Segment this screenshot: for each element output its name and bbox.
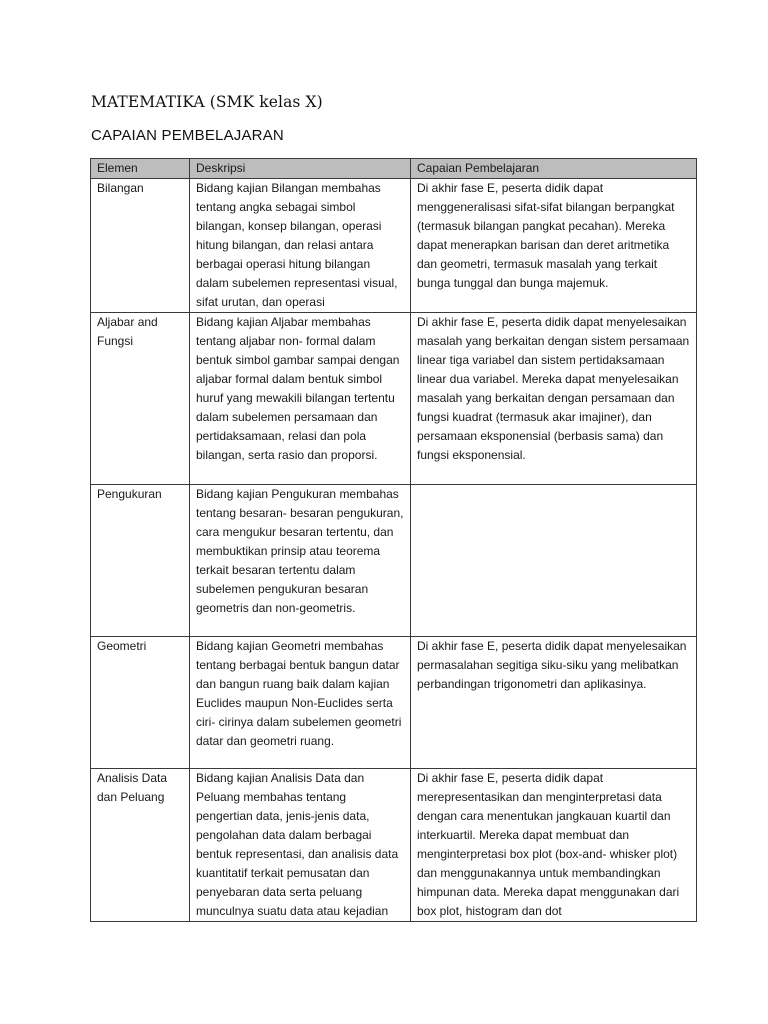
cell-deskripsi: Bidang kajian Pengukuran membahas tentang besaran- besaran pengukuran, cara mengukur besaran tertentu, dan membuktikan prinsip atau teorema terkait besaran tertentu dalam subelemen pengukuran besaran geometris dan non-geometris. <box>190 485 411 637</box>
cell-capaian: Di akhir fase E, peserta didik dapat menyelesaikan permasalahan segitiga siku-siku yang melibatkan perbandingan trigonometri dan aplikasinya. <box>411 637 697 769</box>
cell-deskripsi: Bidang kajian Bilangan membahas tentang angka sebagai simbol bilangan, konsep bilangan, operasi hitung bilangan, dan relasi antara berbagai operasi hitung bilangan dalam subelemen representasi visual, sifat urutan, dan operasi <box>190 179 411 313</box>
page-title: MATEMATIKA (SMK kelas X) <box>91 93 323 111</box>
cell-deskripsi: Bidang kajian Analisis Data dan Peluang membahas tentang pengertian data, jenis-jenis data, pengolahan data dalam berbagai bentuk representasi, dan analisis data kuantitatif terkait pemusatan dan penyebaran data serta peluang munculnya suatu data atau kejadian <box>190 769 411 922</box>
section-title: CAPAIAN PEMBELAJARAN <box>91 127 284 144</box>
table-row <box>91 313 697 485</box>
table-header-row <box>91 159 697 179</box>
header-deskripsi: Deskripsi <box>190 159 411 179</box>
cell-capaian: Di akhir fase E, peserta didik dapat menggeneralisasi sifat-sifat bilangan berpangkat (termasuk bilangan pangkat pecahan). Mereka dapat menerapkan barisan dan deret aritmetika dan geometri, termasuk masalah yang terkait bunga tunggal dan bunga majemuk. <box>411 179 697 313</box>
cell-capaian: Di akhir fase E, peserta didik dapat merepresentasikan dan menginterpretasi data dengan cara menentukan jangkauan kuartil dan interkuartil. Mereka dapat membuat dan menginterpretasi box plot (box-and- whisker plot) dan menggunakannya untuk membandingkan himpunan data. Mereka dapat menggunakan dari box plot, histogram dan dot <box>411 769 697 922</box>
cell-deskripsi: Bidang kajian Geometri membahas tentang berbagai bentuk bangun datar dan bangun ruang baik dalam kajian Euclides maupun Non-Euclides serta ciri- cirinya dalam subelemen geometri datar dan geometri ruang. <box>190 637 411 769</box>
cell-elemen: Pengukuran <box>91 485 190 637</box>
cell-capaian <box>411 485 697 637</box>
cell-capaian: Di akhir fase E, peserta didik dapat menyelesaikan masalah yang berkaitan dengan sistem persamaan linear tiga variabel dan sistem pertidaksamaan linear dua variabel. Mereka dapat menyelesaikan masalah yang berkaitan dengan persamaan dan fungsi kuadrat (termasuk akar imajiner), dan persamaan eksponensial (berbasis sama) dan fungsi eksponensial. <box>411 313 697 485</box>
header-elemen: Elemen <box>91 159 190 179</box>
header-capaian: Capaian Pembelajaran <box>411 159 697 179</box>
capaian-table <box>90 158 697 922</box>
table-row <box>91 769 697 922</box>
cell-elemen: Bilangan <box>91 179 190 313</box>
table-row <box>91 485 697 637</box>
cell-elemen: Geometri <box>91 637 190 769</box>
cell-elemen: Analisis Data dan Peluang <box>91 769 190 922</box>
table-row <box>91 637 697 769</box>
cell-elemen: Aljabar and Fungsi <box>91 313 190 485</box>
table-row <box>91 179 697 313</box>
cell-deskripsi: Bidang kajian Aljabar membahas tentang aljabar non- formal dalam bentuk simbol gambar sampai dengan aljabar formal dalam bentuk simbol huruf yang mewakili bilangan tertentu dalam subelemen persamaan dan pertidaksamaan, relasi dan pola bilangan, serta rasio dan proporsi. <box>190 313 411 485</box>
